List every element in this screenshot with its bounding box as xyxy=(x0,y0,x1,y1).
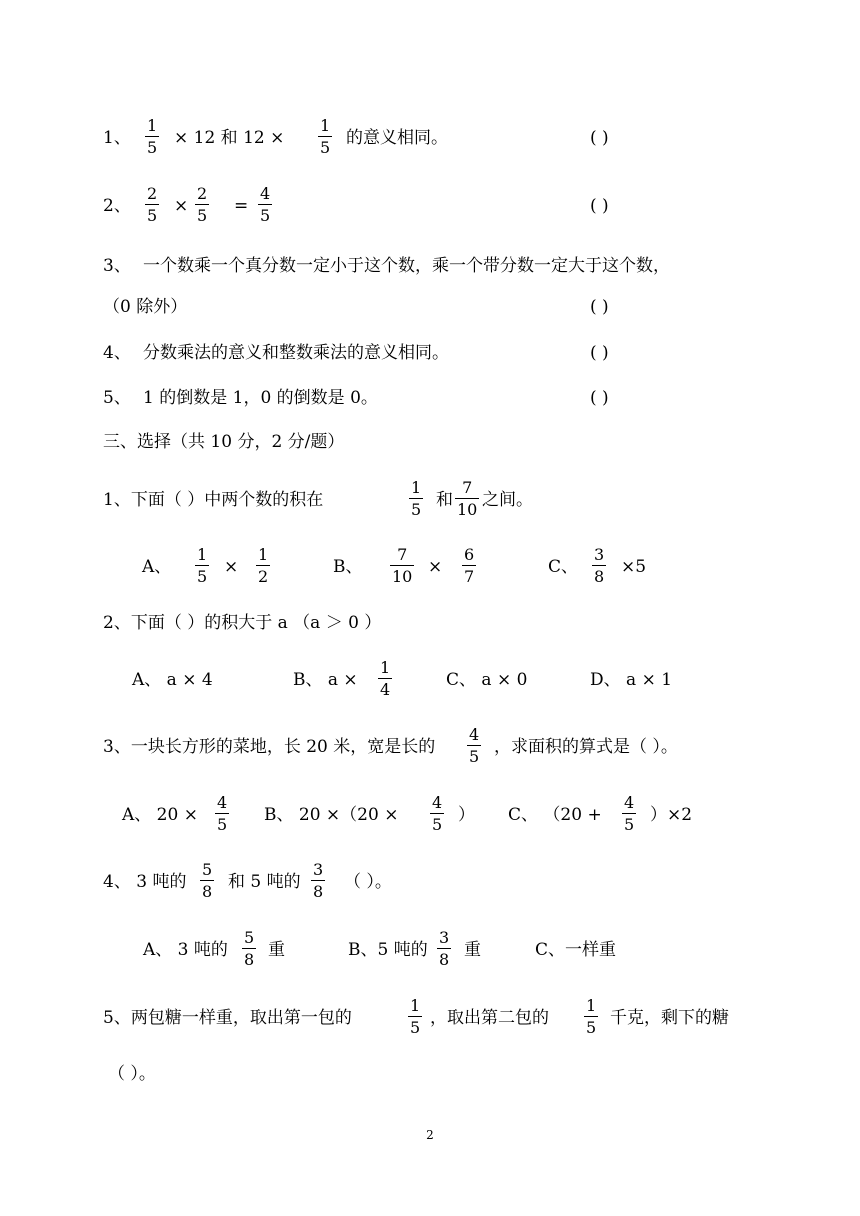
answer-paren[interactable]: ( ) xyxy=(590,196,609,216)
option-d[interactable]: D、 a × 1 xyxy=(590,670,673,690)
option-b[interactable]: B、5 吨的 xyxy=(348,940,428,960)
option-c[interactable]: C、 a × 0 xyxy=(446,670,528,690)
option-c[interactable]: C、 xyxy=(548,557,579,577)
item-number: 5、 xyxy=(103,388,131,408)
answer-paren[interactable]: ( ) xyxy=(590,297,609,317)
fraction: $\frac{1}{5}$ xyxy=(410,996,421,1037)
fraction: $\frac{3}{8}$ xyxy=(439,928,450,969)
page-number: 2 xyxy=(426,1128,434,1142)
fraction: $\frac{5}{8}$ xyxy=(244,928,255,969)
fraction: $\frac{1}{2}$ xyxy=(258,545,269,586)
fraction: $\frac{1}{5}$ xyxy=(586,996,597,1037)
answer-paren[interactable]: ( ) xyxy=(590,128,609,148)
option-b[interactable]: B、 xyxy=(333,557,363,577)
option-c[interactable]: C、一样重 xyxy=(535,940,617,960)
fraction: $\frac{4}{5}$ xyxy=(217,793,228,834)
option-b[interactable]: B、 a × xyxy=(293,670,358,690)
fraction: $\frac{1}{5}$ xyxy=(147,116,158,157)
item-number: 3、 xyxy=(103,256,131,276)
fraction: $\frac{1}{5}$ xyxy=(197,545,208,586)
fraction: $\frac{4}{5}$ xyxy=(624,793,635,834)
fraction: $\frac{4}{5}$ xyxy=(469,725,480,766)
option-a[interactable]: A、 a × 4 xyxy=(132,670,213,690)
option-a[interactable]: A、 20 × xyxy=(122,805,198,825)
fraction: $\frac{1}{4}$ xyxy=(380,658,391,699)
answer-paren[interactable]: ( ) xyxy=(590,343,609,363)
fraction: $\frac{7}{10}$ xyxy=(457,478,478,519)
option-c[interactable]: C、 （20 + xyxy=(508,805,602,825)
fraction: $\frac{3}{8}$ xyxy=(594,545,605,586)
fraction: $\frac{2}{5}$ xyxy=(147,184,158,225)
item-number: 1、 xyxy=(103,128,131,148)
answer-paren[interactable]: ( ) xyxy=(590,388,609,408)
fraction: $\frac{1}{5}$ xyxy=(320,116,331,157)
option-b[interactable]: B、 20 ×（20 × xyxy=(264,805,399,825)
option-a[interactable]: A、 3 吨的 xyxy=(143,940,228,960)
item-number: 4、 xyxy=(103,343,131,363)
worksheet-page: 1、 $\frac{1}{5}$ × 12 和 12 × $\frac{1}{5}$ 的意义相同。 ( ) 2、 $\frac{2}{5}$ × $\frac{2}{5}$ = $\frac{4}{5}$ ( ) 3、 一个数乘一个真分数一定小于这个数，乘一个带分数一定大于这个数， （0 除外） ( ) 4、 分数乘法的意义和整数乘法的意义相同。 ( ) 5、 1 的倒数是 1，0 的倒数是 0。 ( ) 三、选择（共 10 分，2 分/题） 1、下面（ ）中两个数的积在 $\frac{1}{5}$ 和 $\frac{7}{10}$ 之间。 A、 $\frac{1}{5}$ × $\frac{1}{2}$ B、 $\frac{7}{10}$ × $\frac{6}{7}$ C、 $\frac{3}{8}$ ×5 2、下面（ ）的积大于 a （a ＞ 0 ） A、 a × 4 B、 a × $\frac{1}{4}$ C、 a × 0 D、 a × 1 3、一块长方形的菜地，长 20 米，宽是长的 $\frac{4}{5}$ ，求面积的算式是（ ）。 A、 20 × $\frac{4}{5}$ B、 20 ×（20 × $\frac{4}{5}$ ） C、 （20 + $\frac{4}{5}$ ）×2 4、 3 吨的 $\frac{5}{8}$ 和 5 吨的 $\frac{3}{8}$ （ ）。 A、 3 吨的 $\frac{5}{8}$ 重 B、5 吨的 $\frac{3}{8}$ 重 C、一样重 5、两包糖一样重，取出第一包的 $\frac{1}{5}$ ，取出第二包的 $\frac{1}{5}$ 千克，剩下的糖 （ ）。 2 xyxy=(0,0,860,1216)
fraction: $\frac{5}{8}$ xyxy=(202,860,213,901)
fraction: $\frac{3}{8}$ xyxy=(313,860,324,901)
fraction: $\frac{4}{5}$ xyxy=(432,793,443,834)
fraction: $\frac{7}{10}$ xyxy=(392,545,413,586)
fraction: $\frac{4}{5}$ xyxy=(260,184,271,225)
fraction: $\frac{1}{5}$ xyxy=(411,478,422,519)
fraction: $\frac{6}{7}$ xyxy=(464,545,475,586)
item-number: 2、 xyxy=(103,196,131,216)
fraction: $\frac{2}{5}$ xyxy=(197,184,208,225)
option-a[interactable]: A、 xyxy=(142,557,172,577)
